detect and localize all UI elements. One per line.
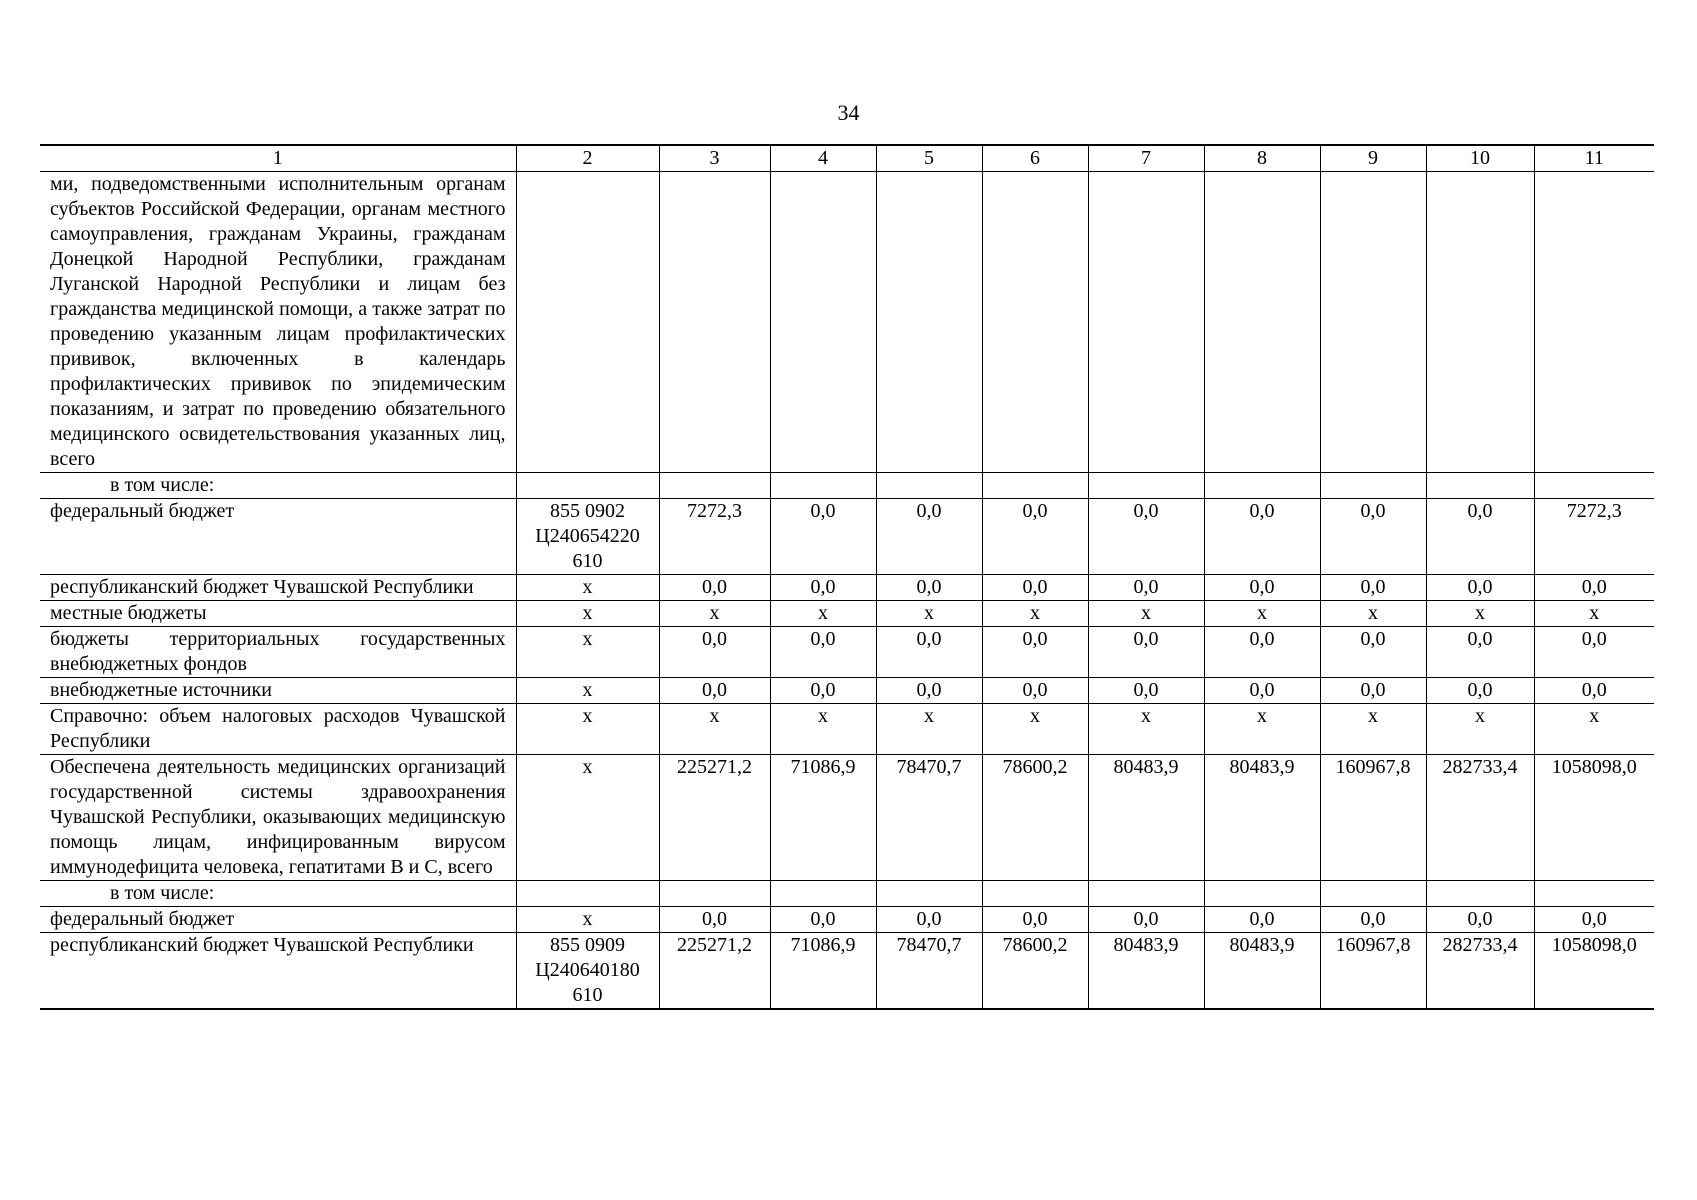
row-code: x	[516, 907, 659, 933]
row-code	[516, 881, 659, 907]
row-value: 0,0	[1320, 575, 1426, 601]
table-row	[40, 627, 1654, 678]
page-number: 34	[837, 100, 860, 125]
row-value: x	[1204, 704, 1320, 755]
row-value: 0,0	[770, 627, 876, 678]
row-value: 0,0	[659, 678, 770, 704]
row-value: 0,0	[982, 678, 1088, 704]
row-value: 0,0	[982, 575, 1088, 601]
row-value: 0,0	[1320, 907, 1426, 933]
row-value	[1088, 881, 1204, 907]
row-value: 0,0	[876, 627, 982, 678]
row-value: 78470,7	[876, 755, 982, 881]
row-value: 0,0	[982, 627, 1088, 678]
row-value: 160967,8	[1320, 933, 1426, 1010]
row-value	[982, 172, 1088, 473]
row-value: 0,0	[1204, 575, 1320, 601]
row-value: 0,0	[1534, 627, 1654, 678]
row-value	[770, 172, 876, 473]
row-value: 80483,9	[1088, 933, 1204, 1010]
column-header: 6	[982, 145, 1088, 172]
row-value: 0,0	[770, 678, 876, 704]
row-value: 0,0	[876, 907, 982, 933]
row-value	[1088, 473, 1204, 499]
row-value: 0,0	[1426, 678, 1534, 704]
row-value: 0,0	[1320, 678, 1426, 704]
row-value: x	[982, 704, 1088, 755]
row-code: 855 0902 Ц240654220 610	[516, 499, 659, 575]
row-value	[1320, 172, 1426, 473]
table-row	[40, 601, 1654, 627]
row-value	[1204, 172, 1320, 473]
row-value	[1320, 881, 1426, 907]
row-value	[1534, 473, 1654, 499]
row-value	[982, 473, 1088, 499]
row-value: 78600,2	[982, 755, 1088, 881]
row-value: 80483,9	[1088, 755, 1204, 881]
row-value: x	[659, 601, 770, 627]
row-label: республиканский бюджет Чувашской Республики	[40, 933, 516, 1010]
row-value	[770, 881, 876, 907]
row-value	[1204, 881, 1320, 907]
row-value: 1058098,0	[1534, 933, 1654, 1010]
column-header: 3	[659, 145, 770, 172]
row-value: 0,0	[876, 575, 982, 601]
row-value: 0,0	[1204, 678, 1320, 704]
row-value: 78600,2	[982, 933, 1088, 1010]
table-row	[40, 575, 1654, 601]
row-value	[1426, 881, 1534, 907]
row-value: x	[876, 601, 982, 627]
row-value	[1426, 172, 1534, 473]
table-row	[40, 907, 1654, 933]
row-value	[1204, 473, 1320, 499]
row-value: 71086,9	[770, 755, 876, 881]
row-value: 0,0	[1088, 678, 1204, 704]
row-value: 0,0	[770, 499, 876, 575]
row-value: 1058098,0	[1534, 755, 1654, 881]
row-value: 7272,3	[1534, 499, 1654, 575]
row-value: 80483,9	[1204, 755, 1320, 881]
row-label: местные бюджеты	[40, 601, 516, 627]
row-code	[516, 473, 659, 499]
row-value: 160967,8	[1320, 755, 1426, 881]
row-value: x	[1320, 704, 1426, 755]
row-value: 0,0	[982, 907, 1088, 933]
row-value: x	[1426, 601, 1534, 627]
row-value: 71086,9	[770, 933, 876, 1010]
row-value: 0,0	[1320, 499, 1426, 575]
column-header: 2	[516, 145, 659, 172]
row-label: бюджеты территориальных государственных внебюджетных фондов	[40, 627, 516, 678]
table-row	[40, 678, 1654, 704]
column-header: 10	[1426, 145, 1534, 172]
column-header: 8	[1204, 145, 1320, 172]
row-value: 7272,3	[659, 499, 770, 575]
row-code: x	[516, 575, 659, 601]
row-code: x	[516, 755, 659, 881]
row-value: 0,0	[1088, 627, 1204, 678]
column-header: 7	[1088, 145, 1204, 172]
column-header: 5	[876, 145, 982, 172]
row-value: 0,0	[982, 499, 1088, 575]
row-value	[1534, 172, 1654, 473]
row-value: x	[1204, 601, 1320, 627]
row-value: 0,0	[770, 575, 876, 601]
row-label: Обеспечена деятельность медицинских организаций государственной системы здравоохранения Чувашской Республики, оказывающих медицинскую помощь лицам, инфицированным вирусом иммунодефицита человека, гепатитами В и С, всего	[40, 755, 516, 881]
row-value: x	[982, 601, 1088, 627]
budget-table	[40, 144, 1654, 1010]
row-label: в том числе:	[40, 473, 516, 499]
row-value: 0,0	[1088, 499, 1204, 575]
row-value: 0,0	[770, 907, 876, 933]
row-label: федеральный бюджет	[40, 499, 516, 575]
row-value: 0,0	[1426, 627, 1534, 678]
row-value: 0,0	[876, 499, 982, 575]
row-value: x	[1088, 601, 1204, 627]
row-value: x	[659, 704, 770, 755]
row-label: федеральный бюджет	[40, 907, 516, 933]
table-row	[40, 473, 1654, 499]
row-value: 0,0	[1534, 575, 1654, 601]
column-header: 11	[1534, 145, 1654, 172]
row-value: 0,0	[1426, 907, 1534, 933]
row-value: 0,0	[1320, 627, 1426, 678]
row-value: x	[1088, 704, 1204, 755]
row-value: 282733,4	[1426, 933, 1534, 1010]
column-header: 1	[40, 145, 516, 172]
table-row	[40, 933, 1654, 1010]
row-value	[770, 473, 876, 499]
row-value: 0,0	[876, 678, 982, 704]
table-row	[40, 755, 1654, 881]
row-code: x	[516, 627, 659, 678]
row-value: x	[1534, 704, 1654, 755]
row-value: x	[770, 601, 876, 627]
row-value	[659, 473, 770, 499]
row-label: внебюджетные источники	[40, 678, 516, 704]
row-value	[1088, 172, 1204, 473]
row-value: 0,0	[1426, 575, 1534, 601]
row-value: 0,0	[659, 575, 770, 601]
row-value: 0,0	[1204, 907, 1320, 933]
row-value: x	[876, 704, 982, 755]
table-row	[40, 172, 1654, 473]
row-label: Справочно: объем налоговых расходов Чувашской Республики	[40, 704, 516, 755]
row-code: x	[516, 704, 659, 755]
row-value	[876, 473, 982, 499]
row-value: x	[1320, 601, 1426, 627]
row-value: 78470,7	[876, 933, 982, 1010]
row-code	[516, 172, 659, 473]
row-value	[1534, 881, 1654, 907]
column-header: 9	[1320, 145, 1426, 172]
row-value	[1426, 473, 1534, 499]
row-value	[659, 172, 770, 473]
row-value	[659, 881, 770, 907]
row-code: x	[516, 601, 659, 627]
row-code: 855 0909 Ц240640180 610	[516, 933, 659, 1010]
row-value: 0,0	[659, 907, 770, 933]
row-label: республиканский бюджет Чувашской Республики	[40, 575, 516, 601]
row-value: 282733,4	[1426, 755, 1534, 881]
row-value: 225271,2	[659, 755, 770, 881]
row-value: 225271,2	[659, 933, 770, 1010]
row-value: 0,0	[1088, 907, 1204, 933]
row-value: 0,0	[1534, 907, 1654, 933]
row-label: ми, подведомственными исполнительным органам субъектов Российской Федерации, органам местного самоуправления, гражданам Украины, гражданам Донецкой Народной Республики, гражданам Луганской Народной Республики и лицам без гражданства медицинской помощи, а также затрат по проведению указанным лицам профилактических прививок, включенных в календарь профилактических прививок по эпидемическим показаниям, и затрат по проведению обязательного медицинского освидетельствования указанных лиц, всего	[40, 172, 516, 473]
table-header-row	[40, 145, 1654, 172]
row-value	[1320, 473, 1426, 499]
row-value: 0,0	[659, 627, 770, 678]
row-value	[876, 881, 982, 907]
row-value: x	[770, 704, 876, 755]
row-value: x	[1426, 704, 1534, 755]
row-value: 0,0	[1088, 575, 1204, 601]
row-value: 0,0	[1204, 499, 1320, 575]
row-value	[876, 172, 982, 473]
row-value: 0,0	[1534, 678, 1654, 704]
row-value: 0,0	[1426, 499, 1534, 575]
row-value: 80483,9	[1204, 933, 1320, 1010]
table-row	[40, 704, 1654, 755]
row-label: в том числе:	[40, 881, 516, 907]
row-code: x	[516, 678, 659, 704]
column-header: 4	[770, 145, 876, 172]
row-value: 0,0	[1204, 627, 1320, 678]
row-value	[982, 881, 1088, 907]
row-value: x	[1534, 601, 1654, 627]
table-row	[40, 881, 1654, 907]
table-row	[40, 499, 1654, 575]
